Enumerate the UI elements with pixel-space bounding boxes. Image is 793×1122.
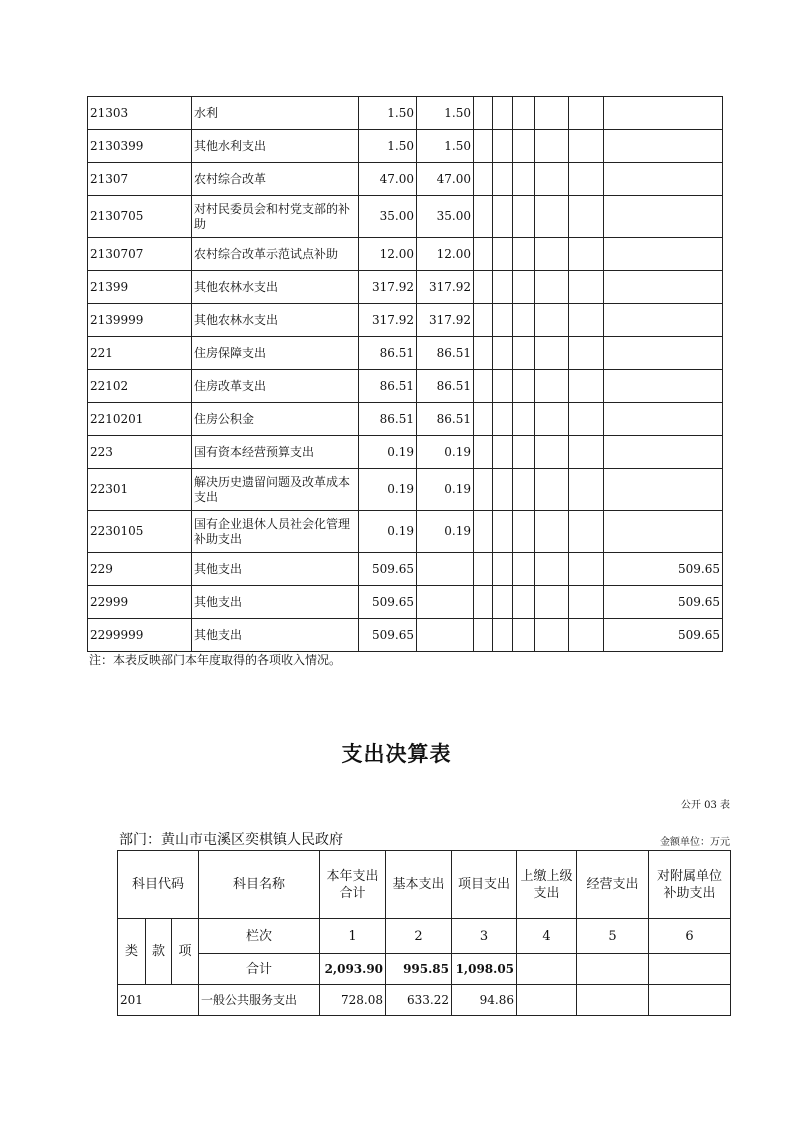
row-other: [604, 403, 723, 436]
row-blank-2: [493, 511, 513, 553]
row-blank-5: [569, 271, 604, 304]
row-blank-2: [493, 97, 513, 130]
table-row: [88, 271, 723, 304]
row-blank-4: [535, 271, 569, 304]
row-blank-5: [569, 337, 604, 370]
row-total: 728.08: [320, 985, 386, 1016]
row-blank-5: [569, 163, 604, 196]
header-code: 科目代码: [118, 851, 199, 919]
table-row: [88, 163, 723, 196]
row-blank-5: [569, 436, 604, 469]
row-operating: [577, 985, 649, 1016]
row-other: [604, 196, 723, 238]
table-row: [88, 238, 723, 271]
row-basic: 0.19: [417, 469, 474, 511]
table-row: [88, 97, 723, 130]
row-name: 其他农林水支出: [192, 304, 359, 337]
row-total: 35.00: [359, 196, 417, 238]
row-blank-2: [493, 196, 513, 238]
row-basic: [417, 553, 474, 586]
header-basic: 基本支出: [386, 851, 452, 919]
form-number: 公开 03 表: [680, 800, 730, 811]
row-blank-4: [535, 97, 569, 130]
row-blank-3: [513, 370, 535, 403]
row-code: 21303: [88, 97, 192, 130]
row-blank-2: [493, 619, 513, 652]
table-row: [88, 553, 723, 586]
row-other: [604, 97, 723, 130]
header-operating: 经营支出: [577, 851, 649, 919]
row-name: 住房公积金: [192, 403, 359, 436]
row-blank-2: [493, 130, 513, 163]
row-blank-4: [535, 130, 569, 163]
row-blank-3: [513, 238, 535, 271]
header-total: 本年支出合计: [320, 851, 386, 919]
row-code: 229: [88, 553, 192, 586]
row-blank-2: [493, 304, 513, 337]
row-blank-4: [535, 586, 569, 619]
row-basic: 12.00: [417, 238, 474, 271]
row-blank-3: [513, 163, 535, 196]
header-upper: 上缴上级支出: [517, 851, 577, 919]
row-blank-3: [513, 130, 535, 163]
row-name: 国有企业退休人员社会化管理补助支出: [192, 511, 359, 553]
row-name: 水利: [192, 97, 359, 130]
row-other: [604, 436, 723, 469]
row-basic: 47.00: [417, 163, 474, 196]
col-index-3: 3: [452, 919, 517, 954]
row-blank-5: [569, 304, 604, 337]
row-blank-2: [493, 586, 513, 619]
row-total: 509.65: [359, 619, 417, 652]
row-blank-1: [474, 304, 493, 337]
row-total: 0.19: [359, 436, 417, 469]
row-code: 2130705: [88, 196, 192, 238]
row-other: 509.65: [604, 586, 723, 619]
table-row: [118, 985, 731, 1016]
row-blank-2: [493, 469, 513, 511]
col-index-1: 1: [320, 919, 386, 954]
row-blank-2: [493, 271, 513, 304]
row-blank-4: [535, 304, 569, 337]
row-blank-5: [569, 403, 604, 436]
row-total: 1.50: [359, 130, 417, 163]
row-blank-3: [513, 337, 535, 370]
row-basic: 1.50: [417, 130, 474, 163]
row-blank-4: [535, 469, 569, 511]
row-blank-1: [474, 130, 493, 163]
row-blank-3: [513, 403, 535, 436]
row-blank-1: [474, 271, 493, 304]
row-basic: 1.50: [417, 97, 474, 130]
row-blank-1: [474, 586, 493, 619]
row-blank-1: [474, 436, 493, 469]
row-code: 223: [88, 436, 192, 469]
row-code: 2230105: [88, 511, 192, 553]
row-name: 一般公共服务支出: [199, 985, 320, 1016]
row-basic: 0.19: [417, 511, 474, 553]
row-name: 对村民委员会和村党支部的补助: [192, 196, 359, 238]
row-other: [604, 163, 723, 196]
row-blank-4: [535, 403, 569, 436]
row-blank-1: [474, 163, 493, 196]
row-code: 2130399: [88, 130, 192, 163]
row-other: [604, 337, 723, 370]
row-blank-1: [474, 553, 493, 586]
row-other: [604, 238, 723, 271]
row-blank-4: [535, 619, 569, 652]
row-other: 509.65: [604, 619, 723, 652]
row-basic: 86.51: [417, 370, 474, 403]
sum-row: [118, 954, 731, 985]
row-name: 农村综合改革示范试点补助: [192, 238, 359, 271]
row-other: [604, 271, 723, 304]
row-blank-1: [474, 97, 493, 130]
sum-upper: [517, 954, 577, 985]
row-blank-5: [569, 586, 604, 619]
table-row: [88, 436, 723, 469]
row-blank-1: [474, 238, 493, 271]
row-blank-4: [535, 553, 569, 586]
row-blank-3: [513, 271, 535, 304]
row-basic: 35.00: [417, 196, 474, 238]
row-blank-1: [474, 403, 493, 436]
row-subsidy: [649, 985, 731, 1016]
row-blank-1: [474, 337, 493, 370]
department-label: 部门：黄山市屯溪区奕棋镇人民政府: [119, 832, 343, 848]
header-subsidy: 对附属单位补助支出: [649, 851, 731, 919]
row-blank-1: [474, 370, 493, 403]
row-blank-5: [569, 196, 604, 238]
sum-subsidy: [649, 954, 731, 985]
row-project: 94.86: [452, 985, 517, 1016]
row-blank-3: [513, 553, 535, 586]
page-title: 支出决算表: [341, 742, 452, 766]
table-row: [88, 304, 723, 337]
row-name: 国有资本经营预算支出: [192, 436, 359, 469]
row-blank-3: [513, 196, 535, 238]
top-budget-table: [87, 96, 723, 652]
row-total: 317.92: [359, 304, 417, 337]
row-total: 12.00: [359, 238, 417, 271]
row-blank-3: [513, 511, 535, 553]
row-code: 201: [118, 985, 199, 1016]
row-blank-5: [569, 130, 604, 163]
row-blank-4: [535, 163, 569, 196]
row-other: [604, 469, 723, 511]
row-blank-4: [535, 436, 569, 469]
header-project: 项目支出: [452, 851, 517, 919]
col-index-2: 2: [386, 919, 452, 954]
expenditure-table: [117, 850, 731, 1016]
table-note: 注：本表反映部门本年度取得的各项收入情况。: [89, 653, 342, 667]
row-blank-2: [493, 337, 513, 370]
table-row: [88, 130, 723, 163]
row-total: 86.51: [359, 370, 417, 403]
row-total: 317.92: [359, 271, 417, 304]
row-blank-3: [513, 469, 535, 511]
row-total: 47.00: [359, 163, 417, 196]
row-basic: 317.92: [417, 304, 474, 337]
row-code: 22999: [88, 586, 192, 619]
row-upper: [517, 985, 577, 1016]
row-code: 2210201: [88, 403, 192, 436]
row-code: 21307: [88, 163, 192, 196]
row-basic: 86.51: [417, 337, 474, 370]
row-other: [604, 370, 723, 403]
row-basic: 86.51: [417, 403, 474, 436]
row-other: 509.65: [604, 553, 723, 586]
row-total: 1.50: [359, 97, 417, 130]
row-other: [604, 130, 723, 163]
row-basic: 317.92: [417, 271, 474, 304]
row-blank-1: [474, 511, 493, 553]
row-code: 221: [88, 337, 192, 370]
row-name: 其他支出: [192, 586, 359, 619]
row-blank-2: [493, 436, 513, 469]
row-name: 解决历史遗留问题及改革成本支出: [192, 469, 359, 511]
table-row: [88, 403, 723, 436]
row-blank-2: [493, 370, 513, 403]
table-row: [88, 196, 723, 238]
header-lei: 类: [118, 919, 146, 985]
header-xiang: 项: [172, 919, 199, 985]
row-code: 21399: [88, 271, 192, 304]
row-code: 2299999: [88, 619, 192, 652]
row-total: 86.51: [359, 403, 417, 436]
row-name: 其他农林水支出: [192, 271, 359, 304]
row-blank-3: [513, 97, 535, 130]
row-blank-3: [513, 304, 535, 337]
header-name: 科目名称: [199, 851, 320, 919]
row-blank-1: [474, 619, 493, 652]
table-row: [88, 337, 723, 370]
sum-operating: [577, 954, 649, 985]
row-total: 509.65: [359, 553, 417, 586]
row-blank-5: [569, 97, 604, 130]
row-blank-4: [535, 196, 569, 238]
row-name: 农村综合改革: [192, 163, 359, 196]
row-total: 86.51: [359, 337, 417, 370]
row-blank-3: [513, 436, 535, 469]
table-row: [88, 469, 723, 511]
header-lanci: 栏次: [199, 919, 320, 954]
column-index-row: [118, 919, 731, 954]
row-total: 509.65: [359, 586, 417, 619]
row-basic: 633.22: [386, 985, 452, 1016]
row-blank-4: [535, 370, 569, 403]
row-blank-5: [569, 619, 604, 652]
row-blank-2: [493, 553, 513, 586]
row-total: 0.19: [359, 511, 417, 553]
row-blank-4: [535, 238, 569, 271]
col-index-6: 6: [649, 919, 731, 954]
row-blank-3: [513, 586, 535, 619]
sum-basic: 995.85: [386, 954, 452, 985]
row-name: 其他支出: [192, 619, 359, 652]
row-name: 其他支出: [192, 553, 359, 586]
row-blank-4: [535, 337, 569, 370]
row-basic: [417, 619, 474, 652]
row-basic: [417, 586, 474, 619]
row-blank-5: [569, 553, 604, 586]
header-row: [118, 851, 731, 919]
table-row: [88, 619, 723, 652]
row-blank-5: [569, 238, 604, 271]
row-blank-2: [493, 163, 513, 196]
row-blank-1: [474, 196, 493, 238]
row-code: 2130707: [88, 238, 192, 271]
col-index-5: 5: [577, 919, 649, 954]
sum-total: 2,093.90: [320, 954, 386, 985]
row-blank-5: [569, 469, 604, 511]
row-blank-3: [513, 619, 535, 652]
row-basic: 0.19: [417, 436, 474, 469]
table-row: [88, 586, 723, 619]
row-total: 0.19: [359, 469, 417, 511]
row-name: 住房保障支出: [192, 337, 359, 370]
col-index-4: 4: [517, 919, 577, 954]
amount-unit: 金额单位：万元: [660, 837, 730, 848]
table-row: [88, 511, 723, 553]
row-blank-1: [474, 469, 493, 511]
row-name: 其他水利支出: [192, 130, 359, 163]
sum-project: 1,098.05: [452, 954, 517, 985]
sum-label: 合计: [199, 954, 320, 985]
row-code: 22301: [88, 469, 192, 511]
row-blank-5: [569, 511, 604, 553]
row-code: 2139999: [88, 304, 192, 337]
row-other: [604, 304, 723, 337]
row-blank-4: [535, 511, 569, 553]
row-other: [604, 511, 723, 553]
row-name: 住房改革支出: [192, 370, 359, 403]
row-code: 22102: [88, 370, 192, 403]
row-blank-2: [493, 403, 513, 436]
row-blank-5: [569, 370, 604, 403]
table-row: [88, 370, 723, 403]
row-blank-2: [493, 238, 513, 271]
header-kuan: 款: [146, 919, 172, 985]
top-table-body: [88, 97, 723, 652]
